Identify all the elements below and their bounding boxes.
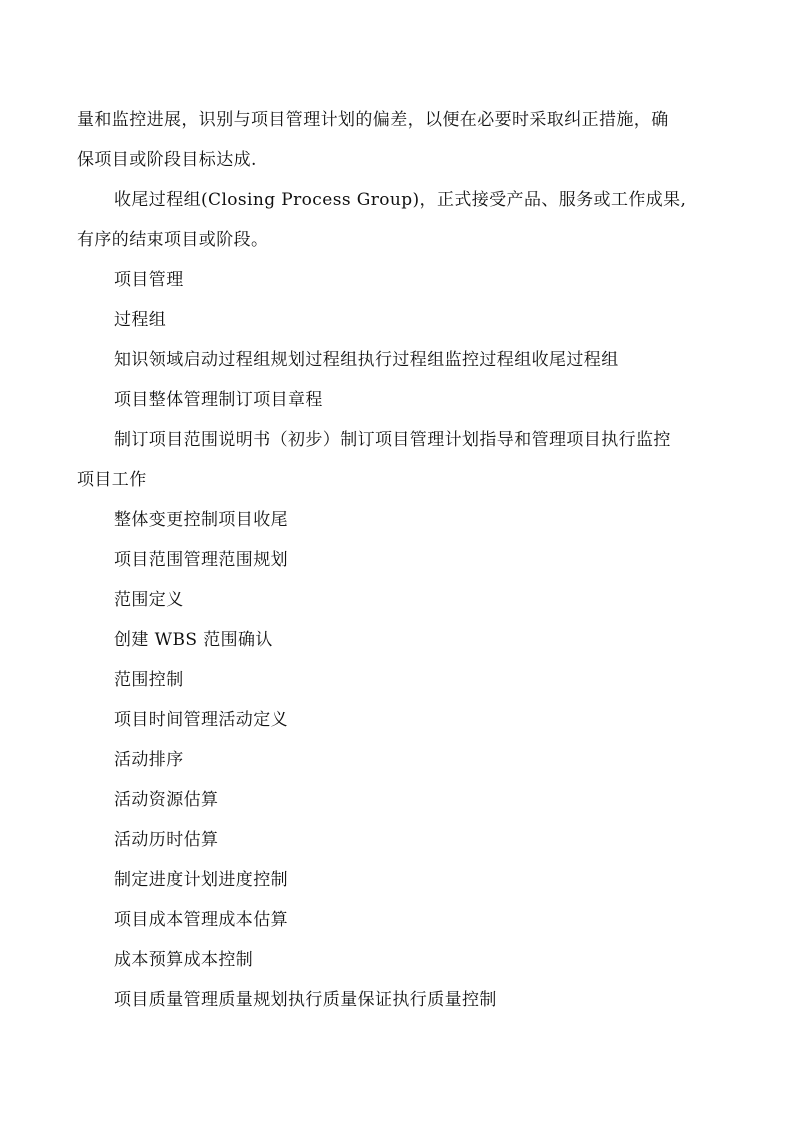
text-line: 过程组 xyxy=(114,310,167,330)
text-line: 制订项目范围说明书（初步）制订项目管理计划指导和管理项目执行监控 xyxy=(114,430,671,450)
document-body xyxy=(77,100,717,1020)
document-page xyxy=(77,100,717,1020)
text-line: 活动资源估算 xyxy=(114,790,219,810)
text-line: 项目质量管理质量规划执行质量保证执行质量控制 xyxy=(114,990,497,1010)
text-line: 项目整体管理制订项目章程 xyxy=(114,390,323,410)
text-line: 保项目或阶段目标达成. xyxy=(77,150,257,170)
text-line: 项目工作 xyxy=(77,470,147,490)
text-line: 收尾过程组(Closing Process Group)，正式接受产品、服务或工作成果, xyxy=(114,190,687,210)
text-line: 活动历时估算 xyxy=(114,830,219,850)
text-line: 知识领域启动过程组规划过程组执行过程组监控过程组收尾过程组 xyxy=(114,350,619,370)
text-line: 项目成本管理成本估算 xyxy=(114,910,288,930)
text-line: 活动排序 xyxy=(114,750,184,770)
text-line: 有序的结束项目或阶段。 xyxy=(77,230,269,250)
text-line: 范围控制 xyxy=(114,670,184,690)
text-line: 量和监控进展，识别与项目管理计划的偏差，以便在必要时采取纠正措施，确 xyxy=(77,110,669,130)
text-line: 项目范围管理范围规划 xyxy=(114,550,288,570)
text-line: 制定进度计划进度控制 xyxy=(114,870,288,890)
text-line: 项目时间管理活动定义 xyxy=(114,710,288,730)
text-line: 成本预算成本控制 xyxy=(114,950,254,970)
text-line: 整体变更控制项目收尾 xyxy=(114,510,288,530)
text-line: 范围定义 xyxy=(114,590,184,610)
text-line: 项目管理 xyxy=(114,270,184,290)
text-line: 创建 WBS 范围确认 xyxy=(114,630,273,650)
